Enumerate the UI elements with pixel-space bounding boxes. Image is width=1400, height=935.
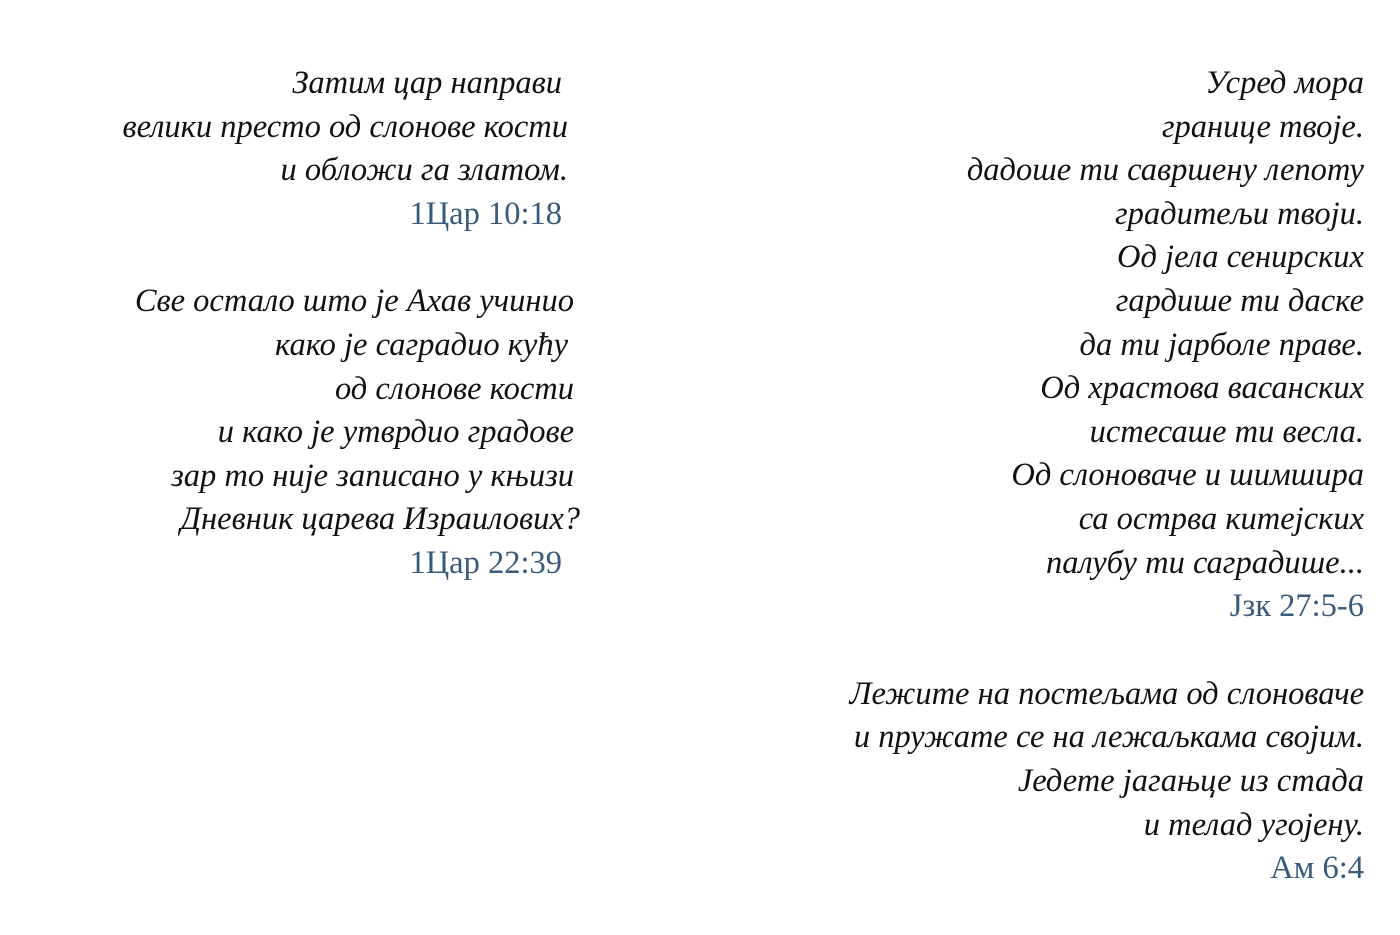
verse-block-1kings-10-18 xyxy=(20,62,580,236)
verse-line: Једете јагањце из стада xyxy=(1017,762,1364,799)
verse-line: Лежите на постељама од слоноваче xyxy=(849,675,1364,712)
verse-line: како је саградио кућу xyxy=(275,326,568,363)
verse-line: Дневник царева Израилових? xyxy=(180,501,580,538)
verse-line: истесаше ти весла. xyxy=(1089,413,1364,450)
verse-line: и обложи га златом. xyxy=(280,152,568,189)
verse-line: од слонове кости xyxy=(334,370,574,407)
verse-line: Од јела сенирских xyxy=(1117,239,1364,276)
verse-block-1kings-22-39 xyxy=(20,280,580,585)
verse-block-ezekiel-27-5-6 xyxy=(700,62,1364,629)
verse-line: велики престо од слонове кости xyxy=(122,108,568,145)
verse-line: Све остало што је Ахав учинио xyxy=(134,283,574,320)
verse-reference: 1Цар 22:39 xyxy=(409,544,562,581)
verse-line: дадоше ти савршену лепоту xyxy=(966,152,1364,189)
verse-line: Од храстова васанских xyxy=(1040,370,1364,407)
verse-reference: Ам 6:4 xyxy=(1270,850,1364,887)
verse-line: и како је утврдио градове xyxy=(217,414,574,451)
right-column xyxy=(700,62,1364,935)
verse-line: и пружате се на лежаљкама својим. xyxy=(853,719,1364,756)
verse-line: зар то није записано у књизи xyxy=(171,457,574,494)
verse-line: и телад угојену. xyxy=(1143,806,1364,843)
left-column xyxy=(20,62,580,630)
verse-line: са острва китејских xyxy=(1078,500,1364,537)
verse-line: Од слоноваче и шимшира xyxy=(1011,457,1364,494)
verse-line: Затим цар направи xyxy=(292,65,562,101)
verse-line: границе твоје. xyxy=(1161,108,1364,145)
verse-line: Усред мора xyxy=(1205,65,1364,101)
verse-line: да ти јарболе праве. xyxy=(1079,326,1364,363)
verse-reference: Јзк 27:5-6 xyxy=(1229,588,1364,625)
verse-block-amos-6-4 xyxy=(700,673,1364,891)
verse-line: гардише ти даске xyxy=(1115,282,1364,319)
verse-line: градитељи твоји. xyxy=(1114,195,1364,232)
verse-reference: 1Цар 10:18 xyxy=(409,195,562,232)
verse-line: палубу ти саградише... xyxy=(1045,544,1364,581)
